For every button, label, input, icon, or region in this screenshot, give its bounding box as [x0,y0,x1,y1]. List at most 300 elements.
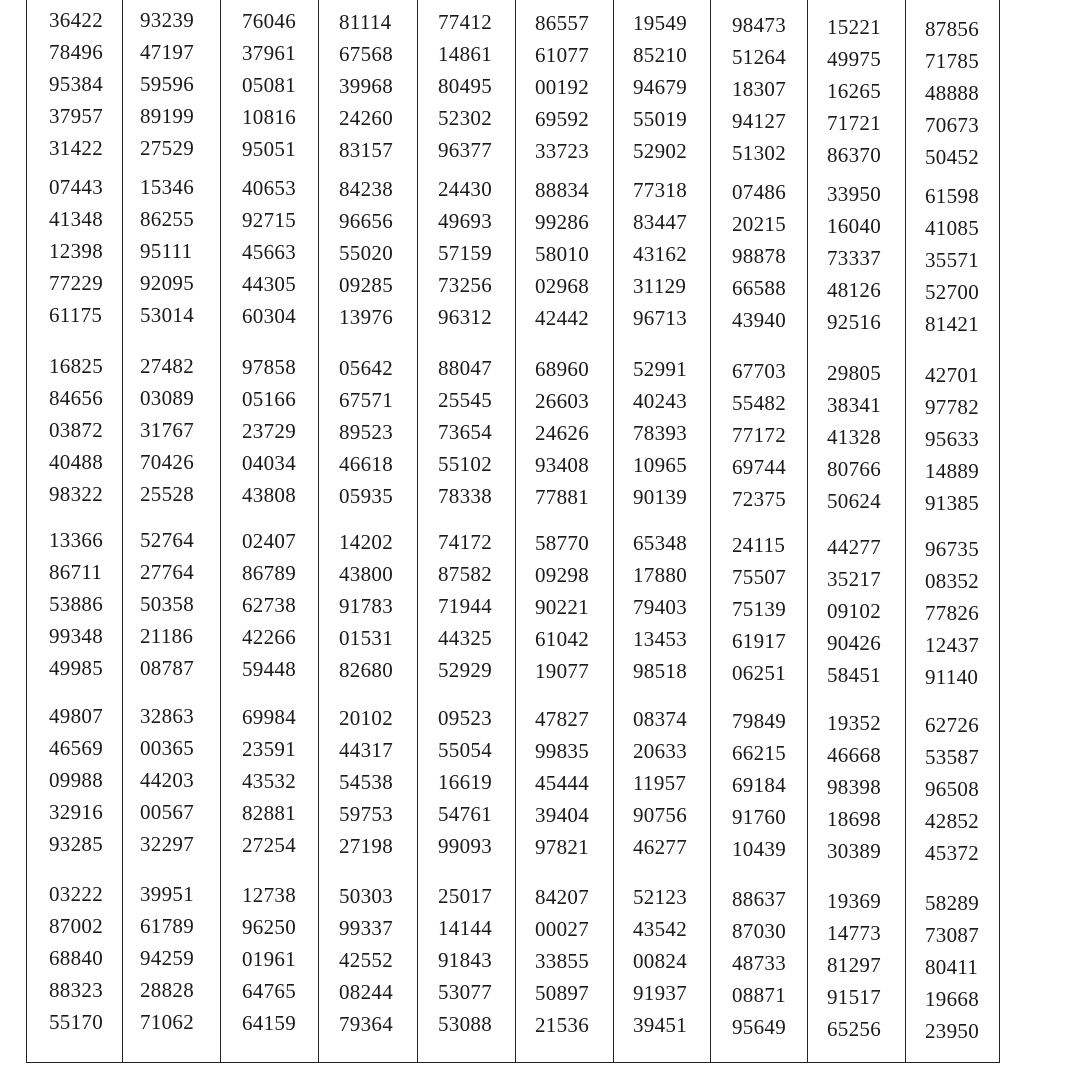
table-cell: 00192 [535,75,589,99]
table-cell: 21186 [140,624,194,648]
table-cell: 32863 [140,704,194,728]
table-cell: 45444 [535,771,589,795]
table-cell: 09102 [827,599,881,623]
column-rule [515,0,516,1063]
table-cell: 52123 [633,885,687,909]
table-cell: 10816 [242,105,296,129]
table-cell: 89523 [339,420,393,444]
table-cell: 14861 [438,42,492,66]
table-cell: 01531 [339,626,393,650]
table-cell: 87002 [49,914,103,938]
table-cell: 80411 [925,955,979,979]
table-cell: 95384 [49,72,103,96]
table-cell: 27482 [140,354,194,378]
table-cell: 23591 [242,737,296,761]
table-cell: 54761 [438,802,492,826]
table-cell: 93285 [49,832,103,856]
table-cell: 03222 [49,882,103,906]
table-cell: 48888 [925,81,979,105]
table-cell: 84207 [535,885,589,909]
table-cell: 58770 [535,531,589,555]
table-cell: 39951 [140,882,194,906]
table-cell: 93408 [535,453,589,477]
table-cell: 40243 [633,389,687,413]
table-cell: 78496 [49,40,103,64]
table-cell: 70673 [925,113,979,137]
table-cell: 37957 [49,104,103,128]
table-cell: 52700 [925,280,979,304]
table-cell: 00365 [140,736,194,760]
table-cell: 42701 [925,363,979,387]
table-cell: 43800 [339,562,393,586]
table-cell: 75507 [732,565,786,589]
table-cell: 84238 [339,177,393,201]
table-cell: 20633 [633,739,687,763]
table-cell: 12398 [49,239,103,263]
table-cell: 86557 [535,11,589,35]
table-cell: 70426 [140,450,194,474]
table-cell: 57159 [438,241,492,265]
table-cell: 74172 [438,530,492,554]
table-cell: 19077 [535,659,589,683]
table-cell: 24430 [438,177,492,201]
table-cell: 76046 [242,9,296,33]
table-cell: 58289 [925,891,979,915]
table-cell: 39451 [633,1013,687,1037]
table-cell: 09523 [438,706,492,730]
table-cell: 18698 [827,807,881,831]
table-cell: 94259 [140,946,194,970]
table-cell: 09285 [339,273,393,297]
table-cell: 86255 [140,207,194,231]
table-cell: 88323 [49,978,103,1002]
table-cell: 55102 [438,452,492,476]
table-cell: 01961 [242,947,296,971]
table-cell: 33950 [827,182,881,206]
table-cell: 42266 [242,625,296,649]
table-cell: 00567 [140,800,194,824]
table-cell: 80495 [438,74,492,98]
table-cell: 58010 [535,242,589,266]
table-cell: 99348 [49,624,103,648]
table-cell: 24626 [535,421,589,445]
table-cell: 00027 [535,917,589,941]
table-cell: 94127 [732,109,786,133]
table-cell: 71785 [925,49,979,73]
table-cell: 23729 [242,419,296,443]
table-cell: 13976 [339,305,393,329]
table-cell: 61789 [140,914,194,938]
table-cell: 98473 [732,13,786,37]
table-cell: 41085 [925,216,979,240]
table-cell: 86370 [827,143,881,167]
table-cell: 52764 [140,528,194,552]
table-cell: 48126 [827,278,881,302]
table-cell: 36422 [49,8,103,32]
table-cell: 41328 [827,425,881,449]
table-cell: 97858 [242,355,296,379]
table-cell: 71062 [140,1010,194,1034]
column-rule [417,0,418,1063]
table-cell: 66215 [732,741,786,765]
table-cell: 42852 [925,809,979,833]
table-cell: 12738 [242,883,296,907]
table-cell: 27764 [140,560,194,584]
table-cell: 43808 [242,483,296,507]
table-cell: 90756 [633,803,687,827]
table-cell: 77172 [732,423,786,447]
table-cell: 81297 [827,953,881,977]
table-cell: 44317 [339,738,393,762]
table-cell: 91937 [633,981,687,1005]
table-cell: 80766 [827,457,881,481]
table-cell: 90221 [535,595,589,619]
table-cell: 43162 [633,242,687,266]
table-cell: 81421 [925,312,979,336]
table-cell: 88834 [535,178,589,202]
table-cell: 88637 [732,887,786,911]
table-cell: 78393 [633,421,687,445]
table-cell: 39404 [535,803,589,827]
table-cell: 82881 [242,801,296,825]
table-cell: 24260 [339,106,393,130]
table-cell: 84656 [49,386,103,410]
table-cell: 18307 [732,77,786,101]
table-cell: 53088 [438,1012,492,1036]
table-cell: 49975 [827,47,881,71]
table-cell: 31422 [49,136,103,160]
table-cell: 72375 [732,487,786,511]
table-cell: 19369 [827,889,881,913]
table-cell: 54538 [339,770,393,794]
table-cell: 19352 [827,711,881,735]
table-cell: 79849 [732,709,786,733]
column-rule [807,0,808,1063]
table-cell: 59596 [140,72,194,96]
table-cell: 87856 [925,17,979,41]
table-cell: 95633 [925,427,979,451]
table-cell: 32297 [140,832,194,856]
table-cell: 51264 [732,45,786,69]
table-cell: 09298 [535,563,589,587]
table-cell: 47197 [140,40,194,64]
table-cell: 48733 [732,951,786,975]
table-cell: 69592 [535,107,589,131]
table-cell: 77229 [49,271,103,295]
table-cell: 03089 [140,386,194,410]
table-cell: 81114 [339,10,392,34]
table-cell: 73087 [925,923,979,947]
table-cell: 16825 [49,354,103,378]
table-cell: 40653 [242,176,296,200]
table-cell: 67571 [339,388,393,412]
table-cell: 05935 [339,484,393,508]
column-rule [220,0,221,1063]
table-cell: 19668 [925,987,979,1011]
table-cell: 86711 [49,560,103,584]
table-cell: 69984 [242,705,296,729]
table-cell: 55482 [732,391,786,415]
table-cell: 78338 [438,484,492,508]
table-cell: 91760 [732,805,786,829]
table-cell: 44277 [827,535,881,559]
column-rule [710,0,711,1063]
table-cell: 40488 [49,450,103,474]
table-cell: 79364 [339,1012,393,1036]
table-cell: 27198 [339,834,393,858]
table-cell: 13366 [49,528,103,552]
table-cell: 93239 [140,8,194,32]
table-cell: 98322 [49,482,103,506]
table-cell: 08244 [339,980,393,1004]
table-cell: 88047 [438,356,492,380]
table-cell: 02968 [535,274,589,298]
column-rule [122,0,123,1063]
table-cell: 77826 [925,601,979,625]
table-cell: 44325 [438,626,492,650]
table-cell: 33855 [535,949,589,973]
table-cell: 77318 [633,178,687,202]
table-cell: 17880 [633,563,687,587]
table-cell: 60304 [242,304,296,328]
table-cell: 08352 [925,569,979,593]
table-cell: 49693 [438,209,492,233]
table-cell: 24115 [732,533,786,557]
table-cell: 97821 [535,835,589,859]
table-cell: 79403 [633,595,687,619]
table-cell: 15221 [827,15,881,39]
table-cell: 62738 [242,593,296,617]
table-cell: 26603 [535,389,589,413]
table-cell: 16619 [438,770,492,794]
table-cell: 04034 [242,451,296,475]
table-cell: 32916 [49,800,103,824]
table-cell: 55054 [438,738,492,762]
table-cell: 69744 [732,455,786,479]
table-cell: 68840 [49,946,103,970]
table-cell: 91140 [925,665,979,689]
table-cell: 43532 [242,769,296,793]
table-cell: 87582 [438,562,492,586]
table-cell: 09988 [49,768,103,792]
table-cell: 20215 [732,212,786,236]
table-cell: 25528 [140,482,194,506]
random-number-table [26,0,1000,1063]
table-cell: 89199 [140,104,194,128]
table-cell: 90426 [827,631,881,655]
table-cell: 77881 [535,485,589,509]
table-cell: 73337 [827,246,881,270]
table-cell: 14144 [438,916,492,940]
table-cell: 77412 [438,10,492,34]
table-cell: 15346 [140,175,194,199]
table-cell: 69184 [732,773,786,797]
table-cell: 42552 [339,948,393,972]
table-cell: 58451 [827,663,881,687]
table-cell: 29805 [827,361,881,385]
table-cell: 52991 [633,357,687,381]
table-cell: 05081 [242,73,296,97]
table-cell: 45372 [925,841,979,865]
table-cell: 53077 [438,980,492,1004]
table-cell: 05166 [242,387,296,411]
table-cell: 38341 [827,393,881,417]
table-cell: 82680 [339,658,393,682]
table-cell: 71944 [438,594,492,618]
table-cell: 52902 [633,139,687,163]
table-cell: 96735 [925,537,979,561]
table-cell: 99835 [535,739,589,763]
table-cell: 55020 [339,241,393,265]
table-cell: 46618 [339,452,393,476]
table-cell: 16265 [827,79,881,103]
table-cell: 91783 [339,594,393,618]
table-cell: 46668 [827,743,881,767]
table-cell: 52929 [438,658,492,682]
table-cell: 61598 [925,184,979,208]
table-cell: 94679 [633,75,687,99]
table-cell: 95051 [242,137,296,161]
table-cell: 90139 [633,485,687,509]
column-rule [318,0,319,1063]
table-cell: 23950 [925,1019,979,1043]
table-cell: 95111 [140,239,193,263]
table-cell: 91843 [438,948,492,972]
table-cell: 53014 [140,303,194,327]
table-cell: 99093 [438,834,492,858]
table-cell: 30389 [827,839,881,863]
table-cell: 31767 [140,418,194,442]
table-cell: 55019 [633,107,687,131]
table-cell: 91385 [925,491,979,515]
table-cell: 53886 [49,592,103,616]
table-cell: 10965 [633,453,687,477]
table-cell: 71721 [827,111,881,135]
table-cell: 61077 [535,43,589,67]
table-cell: 19549 [633,11,687,35]
column-rule [905,0,906,1063]
table-cell: 49807 [49,704,103,728]
table-cell: 50897 [535,981,589,1005]
table-cell: 02407 [242,529,296,553]
table-cell: 91517 [827,985,881,1009]
table-cell: 50358 [140,592,194,616]
table-cell: 67568 [339,42,393,66]
table-cell: 96250 [242,915,296,939]
table-cell: 35571 [925,248,979,272]
table-cell: 50452 [925,145,979,169]
table-cell: 51302 [732,141,786,165]
table-cell: 14202 [339,530,393,554]
table-cell: 14773 [827,921,881,945]
table-cell: 83447 [633,210,687,234]
table-cell: 92095 [140,271,194,295]
table-cell: 98518 [633,659,687,683]
table-cell: 98398 [827,775,881,799]
table-cell: 85210 [633,43,687,67]
table-cell: 95649 [732,1015,786,1039]
table-cell: 12437 [925,633,979,657]
table-cell: 28828 [140,978,194,1002]
table-cell: 07443 [49,175,103,199]
table-cell: 06251 [732,661,786,685]
table-cell: 65256 [827,1017,881,1041]
table-cell: 25017 [438,884,492,908]
table-cell: 33723 [535,139,589,163]
table-cell: 08871 [732,983,786,1007]
table-cell: 21536 [535,1013,589,1037]
table-cell: 11957 [633,771,687,795]
table-cell: 43542 [633,917,687,941]
table-cell: 27529 [140,136,194,160]
table-cell: 31129 [633,274,687,298]
table-cell: 10439 [732,837,786,861]
table-cell: 00824 [633,949,687,973]
table-cell: 53587 [925,745,979,769]
table-cell: 05642 [339,356,393,380]
table-cell: 61042 [535,627,589,651]
table-cell: 08787 [140,656,194,680]
table-cell: 98878 [732,244,786,268]
table-cell: 96312 [438,305,492,329]
table-cell: 35217 [827,567,881,591]
table-cell: 75139 [732,597,786,621]
table-cell: 73256 [438,273,492,297]
table-cell: 92715 [242,208,296,232]
table-cell: 86789 [242,561,296,585]
table-cell: 92516 [827,310,881,334]
table-cell: 52302 [438,106,492,130]
table-cell: 27254 [242,833,296,857]
table-cell: 62726 [925,713,979,737]
table-cell: 64765 [242,979,296,1003]
table-cell: 44203 [140,768,194,792]
table-cell: 44305 [242,272,296,296]
table-cell: 97782 [925,395,979,419]
table-cell: 49985 [49,656,103,680]
table-cell: 61917 [732,629,786,653]
table-cell: 03872 [49,418,103,442]
table-cell: 42442 [535,306,589,330]
table-cell: 59753 [339,802,393,826]
table-cell: 96713 [633,306,687,330]
table-cell: 39968 [339,74,393,98]
table-cell: 50303 [339,884,393,908]
table-cell: 61175 [49,303,103,327]
column-rule [613,0,614,1063]
table-cell: 08374 [633,707,687,731]
table-cell: 50624 [827,489,881,513]
table-cell: 46569 [49,736,103,760]
table-cell: 46277 [633,835,687,859]
table-cell: 14889 [925,459,979,483]
table-cell: 55170 [49,1010,103,1034]
table-cell: 96656 [339,209,393,233]
table-cell: 99286 [535,210,589,234]
table-cell: 13453 [633,627,687,651]
table-cell: 66588 [732,276,786,300]
table-cell: 41348 [49,207,103,231]
table-cell: 37961 [242,41,296,65]
table-cell: 99337 [339,916,393,940]
table-cell: 45663 [242,240,296,264]
table-cell: 83157 [339,138,393,162]
table-cell: 96377 [438,138,492,162]
table-cell: 47827 [535,707,589,731]
table-cell: 43940 [732,308,786,332]
table-cell: 96508 [925,777,979,801]
table-cell: 68960 [535,357,589,381]
